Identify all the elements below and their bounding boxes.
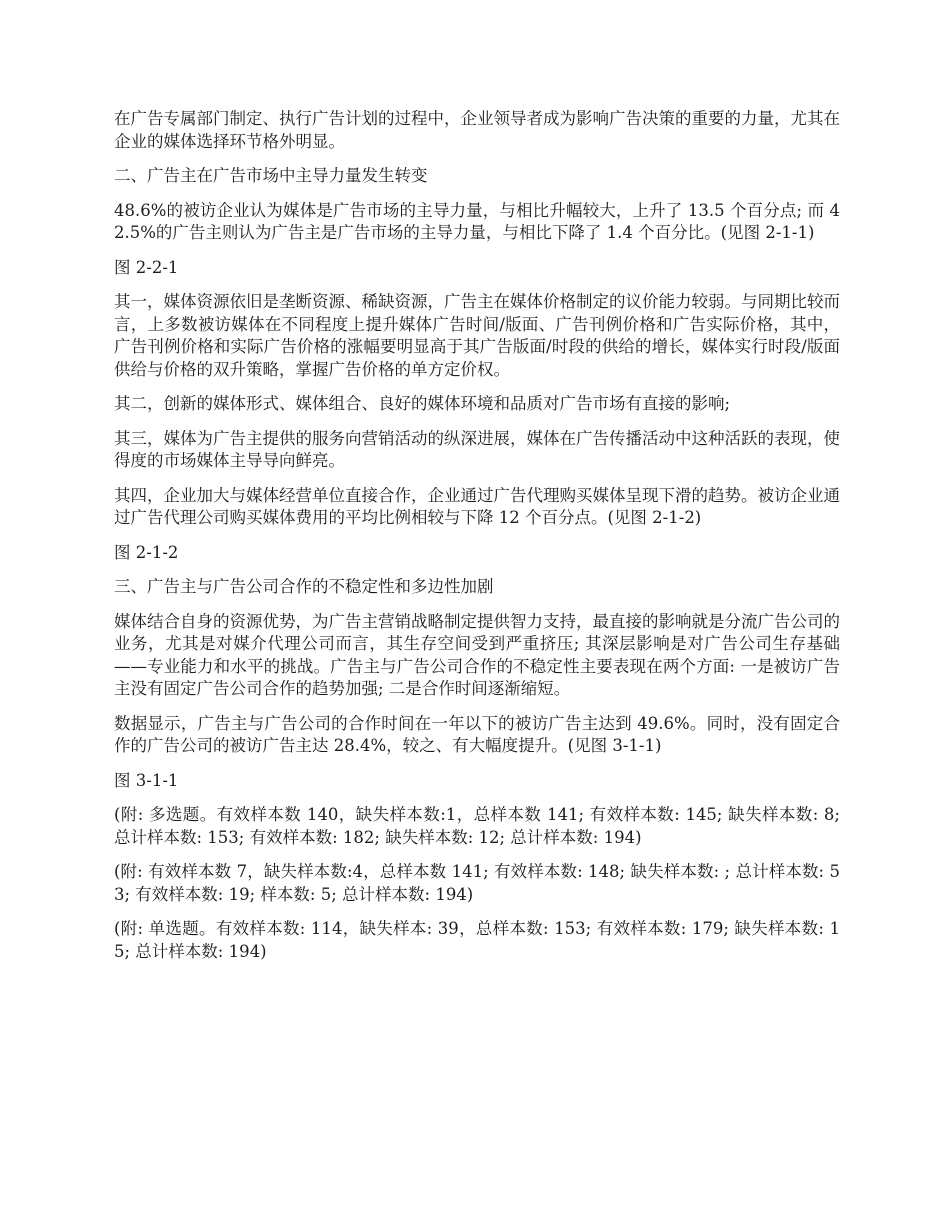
figure-caption-3-1-1: 图 3-1-1	[114, 770, 179, 790]
note-2: (附: 有效样本数 7，缺失样本数:4，总样本数 141; 有效样本数: 148; 缺失样本数: ; 总计样本数: 53; 有效样本数: 19; 样本数: 5; 总计样本数: 194)	[114, 862, 840, 904]
paragraph-point-1: 其一，媒体资源依旧是垄断资源、稀缺资源，广告主在媒体价格制定的议价能力较弱。与同期比较而言，上多数被访媒体在不同程度上提升媒体广告时间/版面、广告刊例价格和广告实际价格，其中，广告刊例价格和实际广告价格的涨幅要明显高于其广告版面/时段的供给的增长，媒体实行时段/版面供给与价格的双升策略，掌握广告价格的单方定价权。	[114, 292, 840, 379]
figure-caption-2-1-2: 图 2-1-2	[114, 542, 179, 562]
paragraph-data: 数据显示，广告主与广告公司的合作时间在一年以下的被访广告主达到 49.6%。同时，没有固定合作的广告公司的被访广告主达 28.4%，较之、有大幅度提升。(见图 3-1-1)	[114, 713, 840, 755]
paragraph-point-4: 其四，企业加大与媒体经营单位直接合作，企业通过广告代理购买媒体呈现下滑的趋势。被访企业通过广告代理公司购买媒体费用的平均比例相较与下降 12 个百分点。(见图 2-1-2)	[114, 485, 840, 527]
document-body	[114, 108, 840, 975]
intro-paragraph: 在广告专属部门制定、执行广告计划的过程中，企业领导者成为影响广告决策的重要的力量，尤其在企业的媒体选择环节格外明显。	[114, 109, 840, 151]
section-heading-2: 二、广告主在广告市场中主导力量发生转变	[114, 166, 428, 185]
note-3: (附: 单选题。有效样本数: 114，缺失样本: 39，总样本数: 153; 有效样本数: 179; 缺失样本数: 15; 总计样本数: 194)	[114, 919, 840, 961]
note-1: (附: 多选题。有效样本数 140，缺失样本数:1，总样本数 141; 有效样本数: 145; 缺失样本数: 8; 总计样本数: 153; 有效样本数: 182; 缺失样本数: 12; 总计样本数: 194)	[114, 805, 840, 847]
paragraph-point-2: 其二，创新的媒体形式、媒体组合、良好的媒体环境和品质对广告市场有直接的影响;	[114, 394, 731, 413]
figure-caption-2-2-1: 图 2-2-1	[114, 257, 179, 277]
section-heading-3: 三、广告主与广告公司合作的不稳定性和多边性加剧	[114, 577, 494, 596]
paragraph-instability: 媒体结合自身的资源优势，为广告主营销战略制定提供智力支持，最直接的影响就是分流广告公司的业务，尤其是对媒介代理公司而言，其生存空间受到严重挤压; 其深层影响是对广告公司生存基础——专业能力和水平的挑战。广告主与广告公司合作的不稳定性主要表现在两个方面: 一是被访广告主没有固定广告公司合作的趋势加强; 二是合作时间逐渐缩短。	[114, 611, 840, 698]
paragraph-media-dominance: 48.6%的被访企业认为媒体是广告市场的主导力量，与相比升幅较大，上升了 13.5 个百分点; 而 42.5%的广告主则认为广告主是广告市场的主导力量，与相比下降了 1.4 个百分比。(见图 2-1-1)	[114, 200, 840, 242]
paragraph-point-3: 其三，媒体为广告主提供的服务向营销活动的纵深进展，媒体在广告传播活动中这种活跃的表现，使得度的市场媒体主导导向鲜亮。	[114, 428, 840, 470]
